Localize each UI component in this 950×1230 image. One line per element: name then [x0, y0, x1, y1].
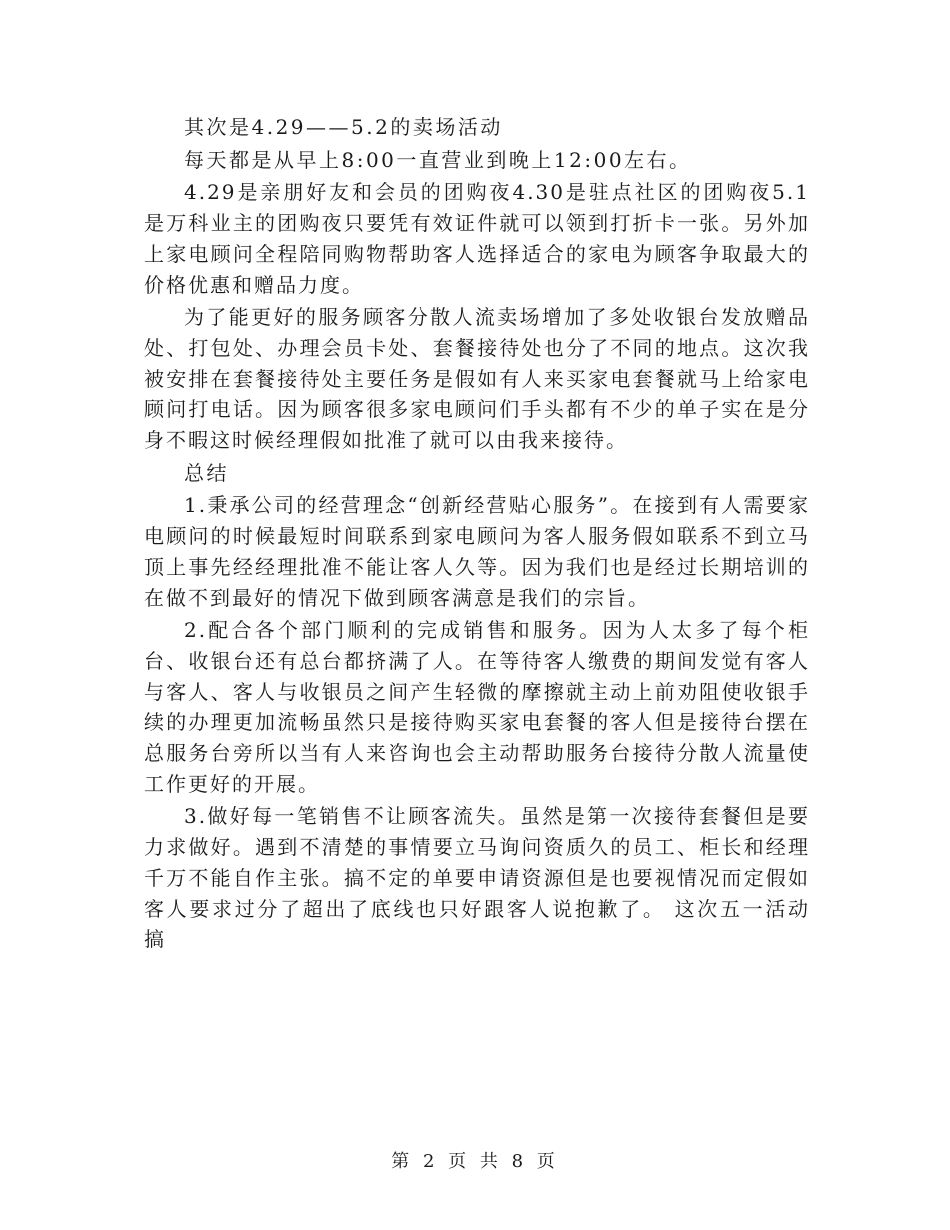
- section-heading-summary: 总结: [184, 460, 229, 485]
- paragraph-group-buy-nights: 4.29是亲朋好友和会员的团购夜4.30是驻点社区的团购夜5.1是万科业主的团购夜只要凭有效证件就可以领到打折卡一张。另外加上家电顾问全程陪同购物帮助客人选择适合的家电为顾客争取最大的价格优惠和赠品力度。: [144, 180, 810, 297]
- paragraph-service-arrangement: 为了能更好的服务顾客分散人流卖场增加了多处收银台发放赠品处、打包处、办理会员卡处、套餐接待处也分了不同的地点。这次我被安排在套餐接待处主要任务是假如有人来买家电套餐就马上给家电顾问打电话。因为顾客很多家电顾问们手头都有不少的单子实在是分身不暇这时候经理假如批准了就可以由我来接待。: [144, 305, 810, 453]
- document-body: [144, 112, 810, 957]
- page-number-footer: 第 2 页 共 8 页: [391, 1151, 559, 1172]
- paragraph-summary-point-3: 3.做好每一笔销售不让顾客流失。虽然是第一次接待套餐但是要力求做好。遇到不清楚的事情要立马询问资质久的员工、柜长和经理千万不能自作主张。搞不定的单要申请资源但是也要视情况而定假如客人要求过分了超出了底线也只好跟客人说抱歉了。 这次五一活动搞: [144, 804, 810, 952]
- paragraph-event-intro: 其次是4.29——5.2的卖场活动: [184, 115, 503, 139]
- paragraph-summary-point-2: 2.配合各个部门顺利的完成销售和服务。因为人太多了每个柜台、收银台还有总台都挤满了人。在等待客人缴费的期间发觉有客人与客人、客人与收银员之间产生轻微的摩擦就主动上前劝阻使收银手续的办理更加流畅虽然只是接待购买家电套餐的客人但是接待台摆在总服务台旁所以当有人来咨询也会主动帮助服务台接待分散人流量使工作更好的开展。: [144, 618, 810, 796]
- paragraph-summary-point-1: 1.秉承公司的经营理念“创新经营贴心服务”。在接到有人需要家电顾问的时候最短时间联系到家电顾问为客人服务假如联系不到立马顶上事先经经理批准不能让客人久等。因为我们也是经过长期培训的在做不到最好的情况下做到顾客满意是我们的宗旨。: [144, 493, 810, 610]
- paragraph-business-hours: 每天都是从早上8:00一直营业到晚上12:00左右。: [184, 147, 692, 172]
